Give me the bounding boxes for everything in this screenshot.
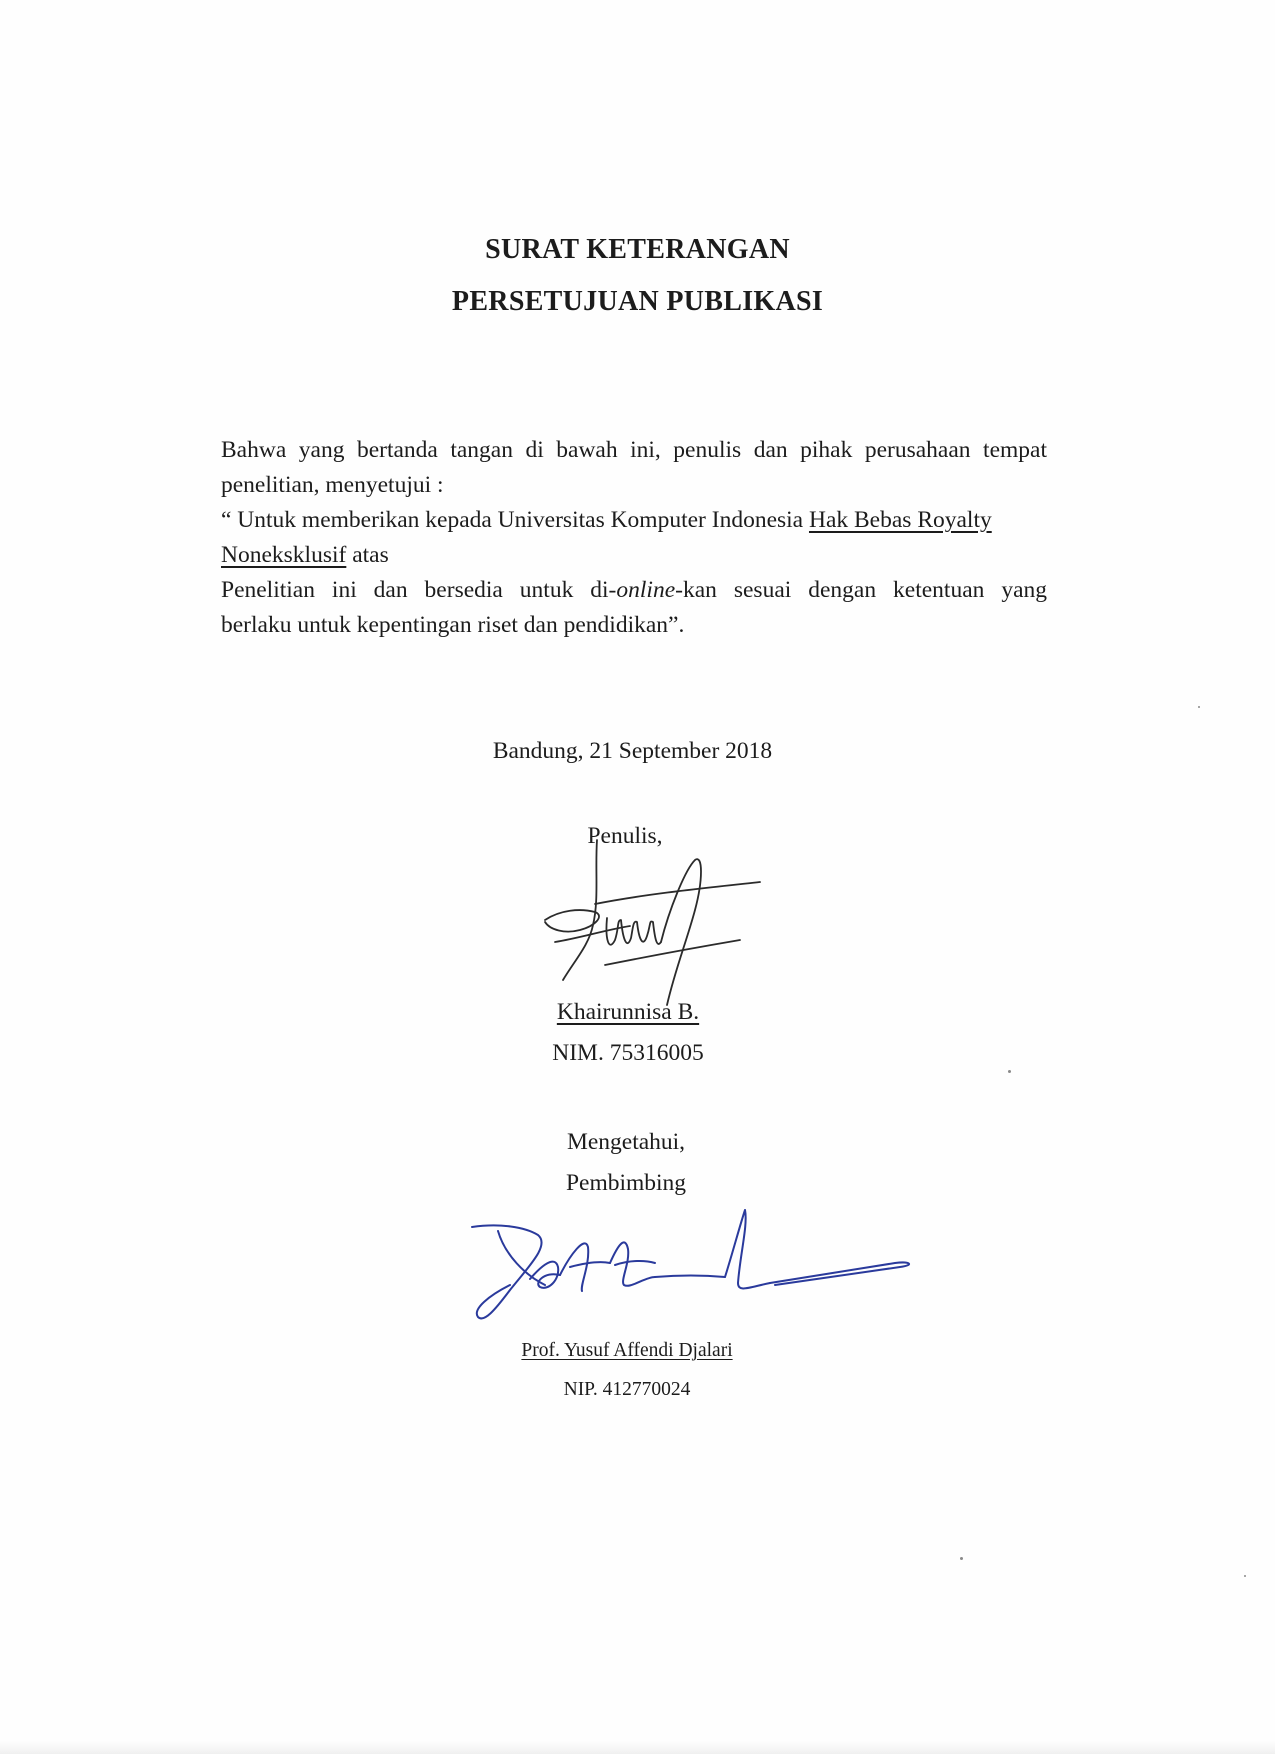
advisor-role: Pembimbing [565,1170,687,1196]
author-name [0,999,1256,1026]
paragraph-line-1: Bahwa yang bertanda tangan di bawah ini, penulis dan pihak perusahaan tempat [221,437,1047,463]
paragraph-line-3-text: “ Untuk memberikan kepada Universitas Komputer Indonesia [221,507,809,533]
scan-speck [1008,1070,1011,1073]
paragraph-line-3 [221,503,1047,538]
paragraph-line-4-text: atas [346,542,389,568]
paragraph-line-5-prefix: Penelitian ini dan bersedia untuk di- [221,577,617,603]
paragraph-line-5 [221,573,1047,608]
advisor-name [0,1340,1254,1362]
advisor-signature [470,1205,930,1335]
place-date: Bandung, 21 September 2018 [492,738,773,764]
acknowledged-label: Mengetahui, [566,1129,686,1155]
paragraph-line-6: berlaku untuk kepentingan riset dan pendidikan”. [221,612,685,638]
nonexclusive-term: Noneksklusif [221,542,347,568]
advisor-name-text: Prof. Yusuf Affendi Djalari [521,1340,733,1361]
author-role: Penulis, [587,823,663,849]
statement-paragraph [221,433,1047,643]
paragraph-line-2: penelitian, menyetujui : [221,472,444,498]
author-id: NIM. 75316005 [552,1040,704,1066]
paragraph-line-4 [221,538,1047,573]
royalty-term: Hak Bebas Royalty [808,507,992,533]
scan-speck [960,1557,963,1560]
scan-speck [1198,706,1200,708]
online-term: online [616,577,676,603]
document-subtitle: PERSETUJUAN PUBLIKASI [451,286,824,317]
paragraph-line-5-suffix: -kan sesuai dengan ketentuan yang [675,577,1048,603]
advisor-id: NIP. 412770024 [563,1379,691,1400]
scan-edge [0,1740,1275,1754]
author-signature [535,830,775,1015]
document-title: SURAT KETERANGAN [485,234,790,265]
scan-speck [1244,1575,1246,1577]
author-name-text: Khairunnisa B. [556,999,700,1025]
